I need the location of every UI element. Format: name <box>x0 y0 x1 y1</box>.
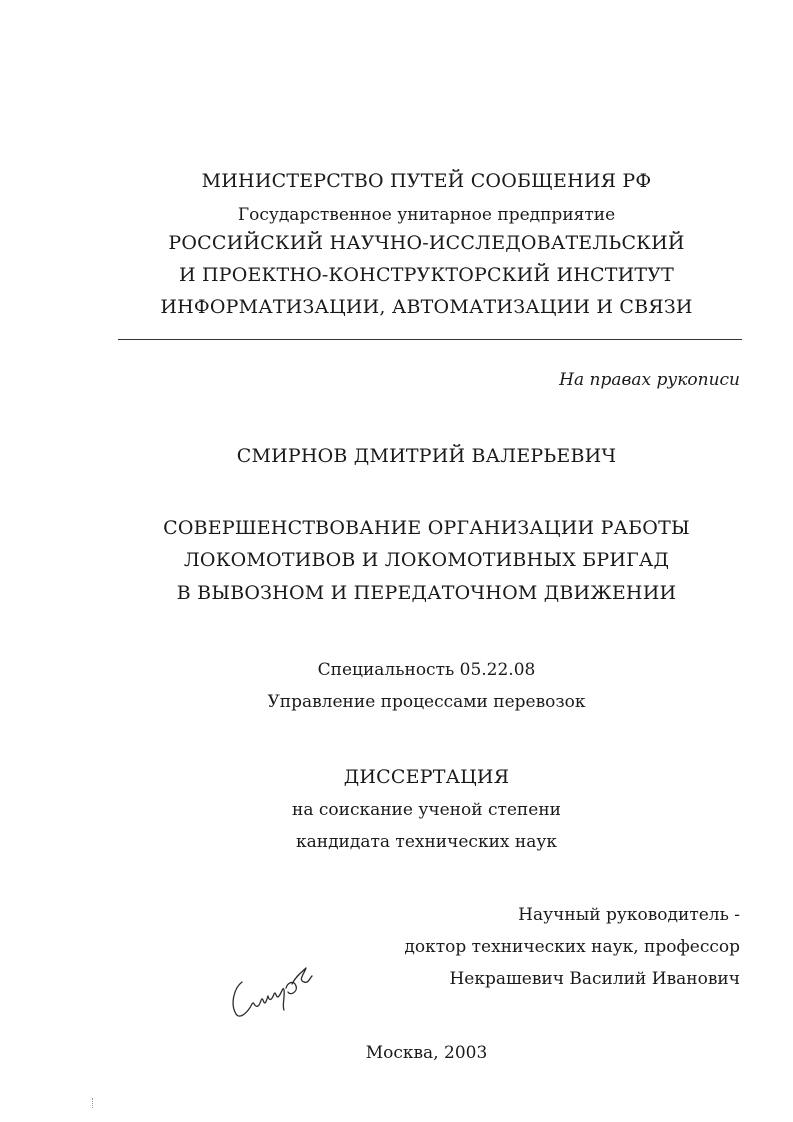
title-line-3: В ВЫВОЗНОМ И ПЕРЕДАТОЧНОМ ДВИЖЕНИИ <box>176 582 677 604</box>
specialty-code: Специальность 05.22.08 <box>317 660 536 680</box>
advisor-role: Научный руководитель - <box>518 905 740 925</box>
header-divider <box>118 339 742 340</box>
manuscript-note: На правах рукописи <box>559 370 740 390</box>
title-line-2: ЛОКОМОТИВОВ И ЛОКОМОТИВНЫХ БРИГАД <box>183 549 670 571</box>
scan-artifact <box>92 1098 95 1108</box>
title-line-1: СОВЕРШЕНСТВОВАНИЕ ОРГАНИЗАЦИИ РАБОТЫ <box>163 517 690 539</box>
ministry-name: МИНИСТЕРСТВО ПУТЕЙ СООБЩЕНИЯ РФ <box>201 170 652 192</box>
advisor-credentials: доктор технических наук, профессор <box>404 937 740 957</box>
city-year: Москва, 2003 <box>365 1043 488 1063</box>
specialty-name: Управление процессами перевозок <box>267 692 586 712</box>
degree-line-1: на соискание ученой степени <box>291 800 561 820</box>
enterprise-type: Государственное унитарное предприятие <box>237 205 616 225</box>
institute-name-line-1: РОССИЙСКИЙ НАУЧНО-ИССЛЕДОВАТЕЛЬСКИЙ <box>168 232 685 254</box>
institute-name-line-2: И ПРОЕКТНО-КОНСТРУКТОРСКИЙ ИНСТИТУТ <box>178 264 675 286</box>
institute-name-line-3: ИНФОРМАТИЗАЦИИ, АВТОМАТИЗАЦИИ И СВЯЗИ <box>160 296 693 318</box>
advisor-name: Некрашевич Василий Иванович <box>449 969 740 989</box>
author-name: СМИРНОВ ДМИТРИЙ ВАЛЕРЬЕВИЧ <box>236 445 617 467</box>
author-signature <box>228 960 318 1022</box>
degree-line-2: кандидата технических наук <box>295 832 557 852</box>
document-type: ДИССЕРТАЦИЯ <box>343 766 510 788</box>
